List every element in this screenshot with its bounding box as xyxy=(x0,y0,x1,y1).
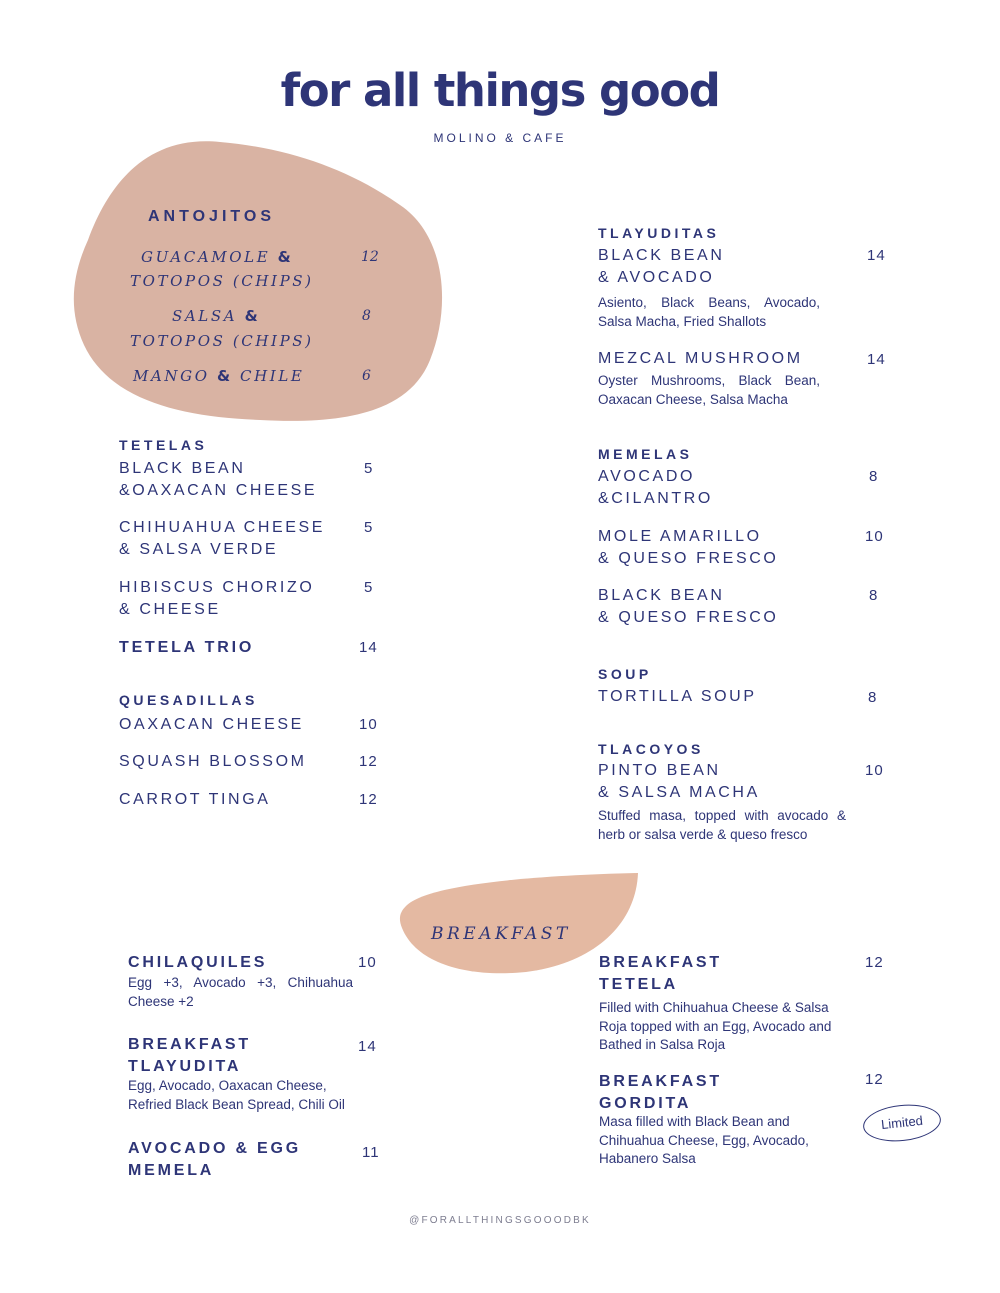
tlacoyos-item-pinto: PINTO BEAN & SALSA MACHA xyxy=(598,762,760,801)
limited-badge: Limited xyxy=(861,1101,942,1145)
memelas-price-black-bean: 8 xyxy=(869,587,879,604)
tlacoyos-price-pinto: 10 xyxy=(865,762,884,779)
tlayuditas-price-mezcal: 14 xyxy=(867,351,886,368)
tetelas-item-black-bean: BLACK BEAN &OAXACAN CHEESE xyxy=(119,460,318,499)
breakfast-price-chilaquiles: 10 xyxy=(358,954,377,971)
menu-title: for all things good xyxy=(280,64,720,117)
breakfast-item-tetela: BREAKFAST TETELA xyxy=(599,954,722,993)
antojitos-price-salsa: 8 xyxy=(362,308,371,324)
item-name: SALSA xyxy=(172,307,238,325)
breakfast-item-gordita: BREAKFAST GORDITA xyxy=(599,1073,722,1112)
ampersand: & xyxy=(244,307,261,325)
memelas-item-mole: MOLE AMARILLO & QUESO FRESCO xyxy=(598,528,779,567)
breakfast-desc-gordita: Masa filled with Black Bean and Chihuahua Cheese, Egg, Avocado, Habanero Salsa xyxy=(599,1114,809,1166)
tlacoyos-title: TLACOYOS xyxy=(598,741,704,757)
soup-item-tortilla: TORTILLA SOUP xyxy=(598,688,757,705)
quesadillas-title: QUESADILLAS xyxy=(119,692,258,708)
memelas-price-mole: 10 xyxy=(865,528,884,545)
antojitos-price-mango: 6 xyxy=(362,368,371,384)
quesadillas-price-carrot: 12 xyxy=(359,791,378,808)
ampersand: & xyxy=(216,367,233,385)
breakfast-desc-chilaquiles: Egg +3, Avocado +3, Chihuahua Cheese +2 xyxy=(128,975,353,1009)
quesadillas-item-carrot: CARROT TINGA xyxy=(119,791,271,808)
breakfast-item-tlayudita: BREAKFAST TLAYUDITA xyxy=(128,1036,251,1075)
item-name: GUACAMOLE xyxy=(141,248,271,266)
breakfast-item-chilaquiles: CHILAQUILES xyxy=(128,954,268,971)
menu-subtitle: MOLINO & CAFE xyxy=(433,131,567,145)
tetelas-price-chihuahua: 5 xyxy=(364,519,374,536)
ampersand: & xyxy=(277,248,294,266)
quesadillas-price-oaxacan: 10 xyxy=(359,716,378,733)
memelas-item-black-bean: BLACK BEAN & QUESO FRESCO xyxy=(598,587,779,626)
antojitos-title: ANTOJITOS xyxy=(148,208,275,225)
quesadillas-item-oaxacan: OAXACAN CHEESE xyxy=(119,716,304,733)
memelas-title: MEMELAS xyxy=(598,446,693,462)
antojitos-price-guacamole: 12 xyxy=(361,249,379,265)
tlayuditas-item-mezcal: MEZCAL MUSHROOM xyxy=(598,350,803,367)
antojitos-item-guacamole xyxy=(141,245,293,269)
breakfast-title: BREAKFAST xyxy=(431,924,571,944)
social-handle: @FORALLTHINGSGOOODBK xyxy=(409,1215,591,1226)
tlacoyos-desc-pinto: Stuffed masa, topped with avocado & herb or salsa verde & queso fresco xyxy=(598,808,846,842)
tetelas-price-hibiscus: 5 xyxy=(364,579,374,596)
breakfast-price-gordita: 12 xyxy=(865,1071,884,1088)
breakfast-price-avocado-egg: 11 xyxy=(362,1144,380,1161)
tlayuditas-price-black-bean: 14 xyxy=(867,247,886,264)
antojitos-item-guacamole-line2: TOTOPOS (CHIPS) xyxy=(130,272,314,290)
tlayuditas-item-black-bean: BLACK BEAN & AVOCADO xyxy=(598,247,725,286)
memelas-price-avocado: 8 xyxy=(869,468,879,485)
breakfast-desc-tlayudita: Egg, Avocado, Oaxacan Cheese, Refried Black Bean Spread, Chili Oil xyxy=(128,1078,345,1112)
tetelas-item-hibiscus: HIBISCUS CHORIZO & CHEESE xyxy=(119,579,315,618)
soup-title: SOUP xyxy=(598,666,652,682)
antojitos-item-salsa xyxy=(172,304,260,328)
quesadillas-price-squash: 12 xyxy=(359,753,378,770)
soup-price-tortilla: 8 xyxy=(868,689,878,706)
antojitos-item-salsa-line2: TOTOPOS (CHIPS) xyxy=(130,332,314,350)
breakfast-price-tetela: 12 xyxy=(865,954,884,971)
breakfast-desc-tetela: Filled with Chihuahua Cheese & Salsa Roja topped with an Egg, Avocado and Bathed in Salsa Roja xyxy=(599,1000,832,1052)
memelas-item-avocado: AVOCADO &CILANTRO xyxy=(598,468,713,507)
item-name: MANGO xyxy=(133,367,210,385)
tetelas-price-black-bean: 5 xyxy=(364,460,374,477)
tetelas-item-chihuahua: CHIHUAHUA CHEESE & SALSA VERDE xyxy=(119,519,326,558)
breakfast-item-avocado-egg: AVOCADO & EGG MEMELA xyxy=(128,1140,302,1179)
antojitos-item-mango xyxy=(133,364,304,388)
tetela-trio-price: 14 xyxy=(359,639,378,656)
tlayuditas-desc-mezcal: Oyster Mushrooms, Black Bean, Oaxacan Cheese, Salsa Macha xyxy=(598,373,820,407)
tetela-trio: TETELA TRIO xyxy=(119,639,255,656)
tetelas-title: TETELAS xyxy=(119,437,208,453)
breakfast-price-tlayudita: 14 xyxy=(358,1038,377,1055)
quesadillas-item-squash: SQUASH BLOSSOM xyxy=(119,753,307,770)
tlayuditas-title: TLAYUDITAS xyxy=(598,225,720,241)
tlayuditas-desc-black-bean: Asiento, Black Beans, Avocado, Salsa Macha, Fried Shallots xyxy=(598,295,820,329)
item-name-b: CHILE xyxy=(240,367,305,385)
